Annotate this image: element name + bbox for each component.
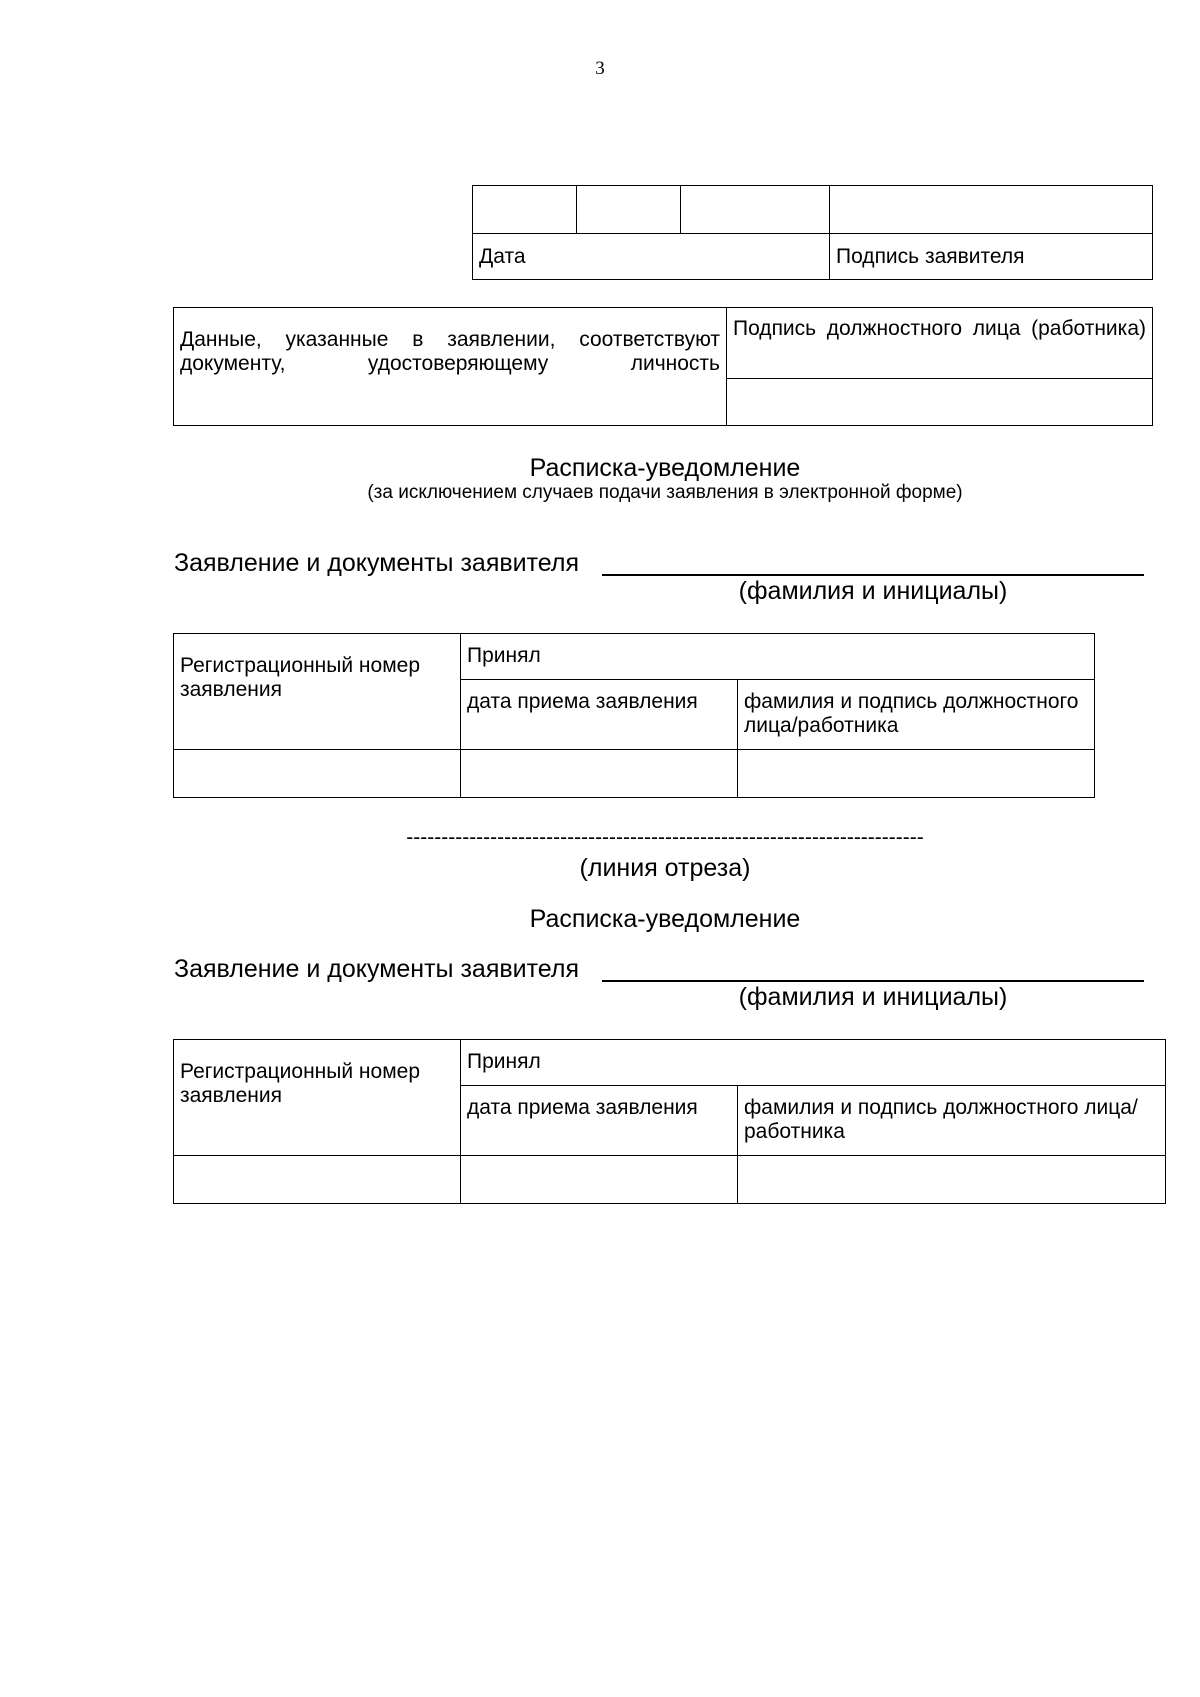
cut-line-label: (линия отреза) bbox=[579, 854, 751, 882]
date-received-cell[interactable] bbox=[461, 750, 738, 798]
cut-line-dashes: -------------------------------------------------------------------------- bbox=[406, 826, 924, 849]
reg-number-header-bottom: Регистрационный номер заявления bbox=[174, 1040, 461, 1156]
applicant-name-hint: (фамилия и инициалы) bbox=[738, 577, 1008, 605]
receipt-table bbox=[173, 633, 1095, 798]
date-received-cell-bottom[interactable] bbox=[461, 1156, 738, 1204]
applicant-signature-cell[interactable] bbox=[830, 186, 1153, 234]
applicant-name-line-bottom[interactable] bbox=[602, 980, 1144, 982]
applicant-signature-label: Подпись заявителя bbox=[830, 234, 1153, 280]
date-label: Дата bbox=[473, 234, 830, 280]
applicant-name-line[interactable] bbox=[602, 574, 1144, 576]
verification-table bbox=[173, 307, 1153, 426]
page-number: 3 bbox=[595, 58, 605, 79]
receipt-title: Расписка-уведомление bbox=[529, 454, 801, 482]
date-received-header: дата приема заявления bbox=[461, 680, 738, 750]
date-year-cell[interactable] bbox=[681, 186, 830, 234]
official-name-cell[interactable] bbox=[738, 750, 1095, 798]
accepted-header: Принял bbox=[461, 634, 1095, 680]
applicant-label: Заявление и документы заявителя bbox=[174, 549, 579, 577]
applicant-label-bottom: Заявление и документы заявителя bbox=[174, 955, 579, 983]
official-signature-label: Подпись должностного лица (работника) bbox=[733, 317, 1146, 340]
date-day-cell[interactable] bbox=[473, 186, 577, 234]
applicant-name-hint-bottom: (фамилия и инициалы) bbox=[738, 983, 1008, 1011]
official-signature-cell[interactable] bbox=[727, 379, 1153, 426]
reg-number-cell-bottom[interactable] bbox=[174, 1156, 461, 1204]
official-name-cell-bottom[interactable] bbox=[738, 1156, 1166, 1204]
receipt-title-bottom: Расписка-уведомление bbox=[529, 905, 801, 933]
receipt-subtitle: (за исключением случаев подачи заявления в электронной форме) bbox=[367, 482, 963, 503]
official-name-header-bottom: фамилия и подпись должностного лица/работника bbox=[738, 1086, 1166, 1156]
verification-cell bbox=[174, 308, 727, 426]
reg-number-cell[interactable] bbox=[174, 750, 461, 798]
official-signature-label-cell bbox=[727, 308, 1153, 379]
date-signature-table bbox=[472, 185, 1153, 280]
verification-statement: Данные, указанные в заявлении, соответствуют документу, удостоверяющему личность bbox=[180, 328, 720, 375]
reg-number-header: Регистрационный номер заявления bbox=[174, 634, 461, 750]
receipt-table-bottom bbox=[173, 1039, 1166, 1204]
official-name-header: фамилия и подпись должностного лица/работника bbox=[738, 680, 1095, 750]
accepted-header-bottom: Принял bbox=[461, 1040, 1166, 1086]
date-received-header-bottom: дата приема заявления bbox=[461, 1086, 738, 1156]
date-month-cell[interactable] bbox=[577, 186, 681, 234]
